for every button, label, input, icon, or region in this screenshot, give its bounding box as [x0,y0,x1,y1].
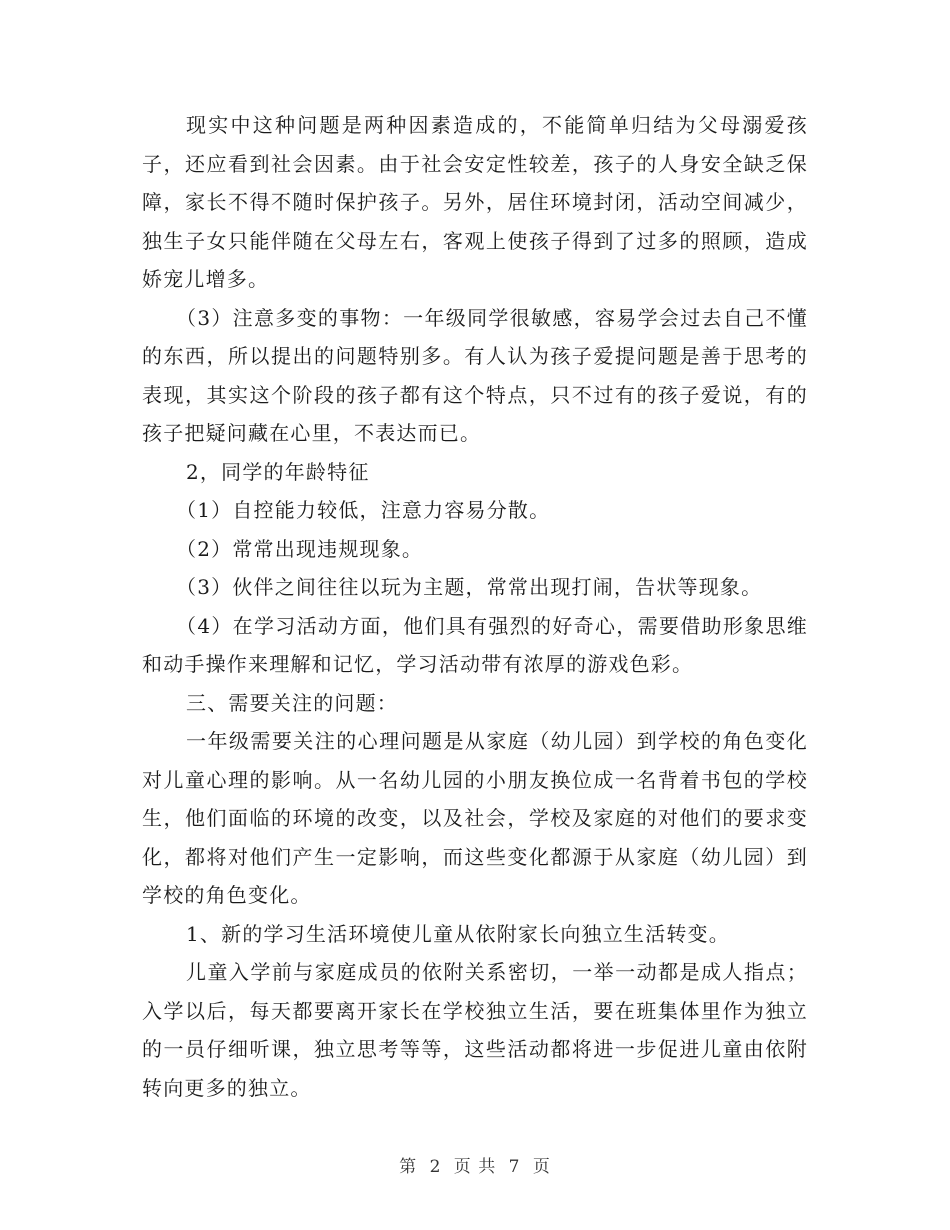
paragraph-social-factors: 现实中这种问题是两种因素造成的，不能简单归结为父母溺爱孩子，还应看到社会因素。由于社会安定性较差，孩子的人身安全缺乏保障，家长不得不随时保护孩子。另外，居住环境封闭，活动空间减少，独生子女只能伴随在父母左右，客观上使孩子得到了过多的照顾，造成娇宠儿增多。 [142,113,808,291]
heading-new-environment: 1、新的学习生活环境使儿童从依附家长向独立生活转变。 [186,921,730,946]
paragraph-independence: 儿童入学前与家庭成员的依附关系密切，一举一动都是成人指点；入学以后，每天都要离开家长在学校独立生活，要在班集体里作为独立的一员仔细听课，独立思考等等，这些活动都将进一步促进儿童由依附转向更多的独立。 [142,960,808,1100]
document-body [142,106,808,1107]
list-item-rule-violation: （2）常常出现违规现象。 [176,536,424,561]
list-item-self-control: （1）自控能力较低，注意力容易分散。 [176,498,551,522]
heading-issues-of-concern: 三、需要关注的问题： [186,690,398,715]
footer-current-page: 2 [429,1157,442,1177]
heading-age-characteristics: 2，同学的年龄特征 [186,459,370,484]
footer-total-pages: 7 [508,1157,521,1177]
page-footer [0,1152,950,1177]
paragraph-role-change: 一年级需要关注的心理问题是从家庭（幼儿园）到学校的角色变化对儿童心理的影响。从一名幼儿园的小朋友换位成一名背着书包的学校生，他们面临的环境的改变，以及社会，学校及家庭的对他们的要求变化，都将对他们产生一定影响，而这些变化都源于从家庭（幼儿园）到学校的角色变化。 [142,729,808,907]
paragraph-changing-things: （3）注意多变的事物：一年级同学很敏感，容易学会过去自己不懂的东西，所以提出的问题特别多。有人认为孩子爱提问题是善于思考的表现，其实这个阶段的孩子都有这个特点，只不过有的孩子爱说，有的孩子把疑问藏在心里，不表达而已。 [142,305,808,445]
footer-suffix: 页 [532,1157,551,1177]
footer-middle: 页 共 [453,1157,497,1177]
list-item-play-theme: （3）伙伴之间往往以玩为主题，常常出现打闹，告状等现象。 [176,575,763,599]
list-item-learning-activity: （4）在学习活动方面，他们具有强烈的好奇心，需要借助形象思维和动手操作来理解和记忆，学习活动带有浓厚的游戏色彩。 [142,613,808,676]
footer-prefix: 第 [399,1157,418,1177]
